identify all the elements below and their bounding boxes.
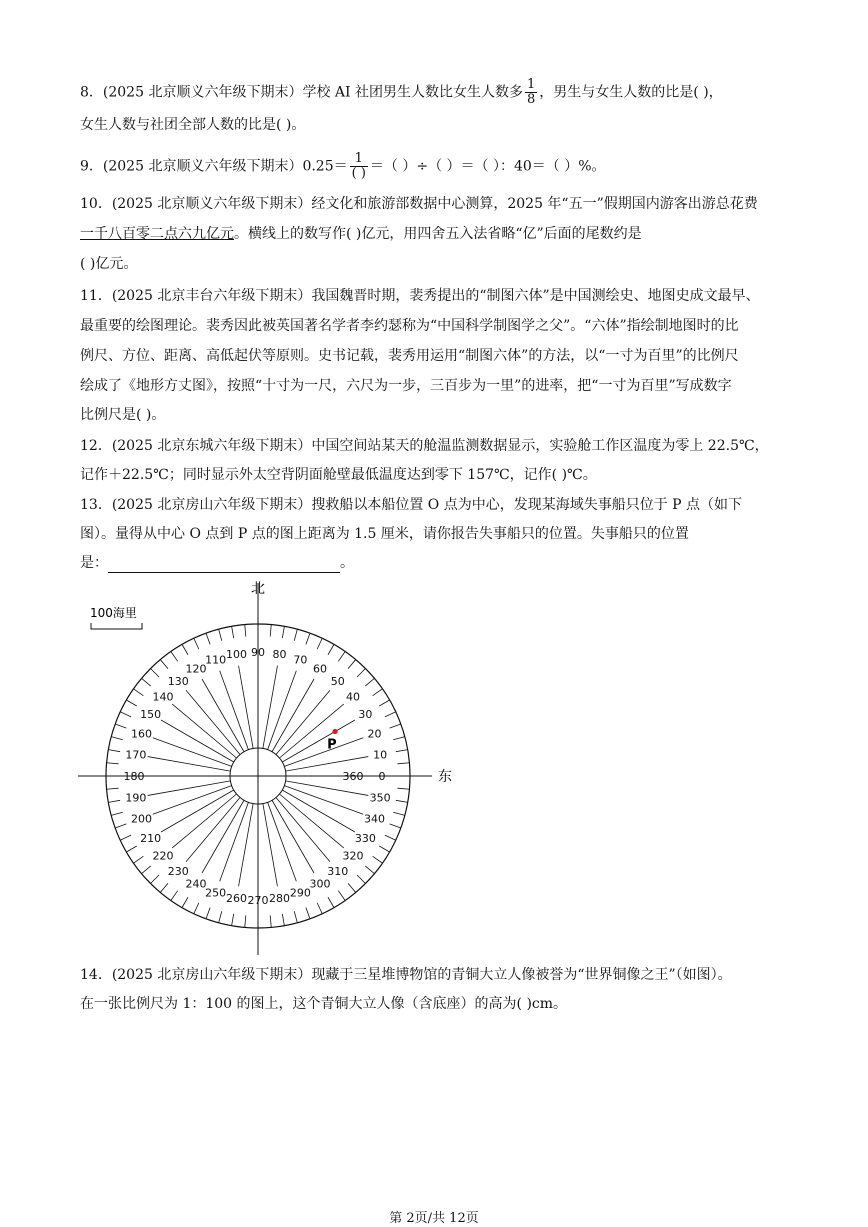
spoke-line	[220, 671, 249, 750]
rim-tick	[206, 908, 210, 919]
answer-prefix: 是：	[80, 555, 108, 571]
underlined-number-words: 一千八百零二点六九亿元	[80, 226, 234, 242]
degree-label: 40	[345, 690, 360, 704]
fraction-blank	[350, 152, 368, 181]
rim-tick	[365, 678, 374, 686]
degree-label: 70	[293, 653, 308, 667]
rim-tick	[396, 800, 408, 802]
rim-tick	[390, 824, 401, 828]
question-10-line-1: 10．(2025 北京顺义六年级下期末）经文化和旅游部数据中心测算，2025 年“五一”假期国内游客出游总花费	[80, 196, 758, 212]
spoke-line	[268, 671, 297, 750]
tick-mark	[357, 669, 365, 677]
degree-label: 170	[125, 748, 147, 762]
polar-bearing-diagram	[70, 575, 470, 960]
spoke-line	[284, 786, 363, 815]
tick-mark	[111, 812, 123, 815]
rim-tick	[328, 897, 334, 907]
fraction-denominator: ( )	[351, 166, 366, 181]
tick-mark	[120, 712, 131, 717]
tick-mark	[294, 629, 297, 641]
rim-tick	[365, 866, 374, 874]
tick-mark	[317, 903, 322, 914]
answer-suffix: 。	[340, 555, 354, 571]
spoke-line	[161, 720, 234, 762]
degree-label: 250	[205, 886, 227, 900]
spoke-line	[161, 790, 234, 832]
tick-mark	[171, 651, 178, 661]
degree-label: 310	[327, 864, 349, 878]
question-11-line-5: 比例尺是( )。	[80, 407, 166, 423]
spoke-line	[284, 738, 363, 767]
question-11-line-4: 绘成了《地形方丈图》，按照“十寸为一尺，六尺为一步，三百步为一里”的进率，把“一寸为百里”写成数字	[80, 378, 732, 394]
degree-label: 30	[358, 708, 373, 721]
spoke-line	[153, 738, 232, 767]
question-14-line-2: 在一张比例尺为 1：100 的图上，这个青铜大立人像（含底座）的高为( )cm。	[80, 996, 568, 1012]
rim-tick	[108, 750, 120, 752]
point-p-label: P	[327, 737, 337, 753]
rim-tick	[348, 883, 356, 892]
degree-label: 0	[378, 770, 386, 783]
spoke-line	[239, 804, 254, 887]
degree-label: 230	[167, 864, 189, 878]
question-10-text: 。横线上的数写作( )亿元，用四舍五入法省略“亿”后面的尾数约是	[234, 226, 642, 242]
rim-tick	[396, 750, 408, 752]
rim-tick	[126, 700, 136, 706]
spoke-line	[148, 757, 231, 772]
degree-label: 240	[185, 877, 207, 891]
tick-mark	[270, 915, 271, 927]
question-12-line-2: 记作＋22.5℃；同时显示外太空背阴面舱壁最低温度达到零下 157℃，记作( )℃。	[80, 467, 597, 483]
degree-label: 100	[225, 647, 247, 661]
degree-label: 330	[354, 832, 376, 845]
scale-label: 100海里	[90, 606, 137, 620]
tick-mark	[270, 625, 271, 637]
spoke-line	[286, 781, 369, 796]
spoke-line	[153, 786, 232, 815]
tick-mark	[397, 788, 409, 789]
question-13-line-2: 图）。量得从中心 O 点到 P 点的图上距离为 1.5 厘米，请你报告失事船只的位置。失事船只的位置	[80, 526, 689, 542]
rim-tick	[328, 644, 334, 654]
degree-label: 180	[123, 770, 145, 783]
tick-mark	[111, 737, 123, 740]
degree-label: 120	[185, 662, 207, 676]
rim-tick	[379, 700, 389, 706]
degree-label: 90	[251, 646, 265, 659]
rim-tick	[282, 626, 284, 638]
question-10-line-2	[80, 224, 642, 244]
rim-tick	[142, 866, 151, 874]
tick-mark	[317, 638, 322, 649]
tick-mark	[393, 812, 405, 815]
rim-tick	[232, 626, 234, 638]
question-13-line-3	[80, 553, 354, 573]
question-8-text-tail: ，男生与女生人数的比是( )，	[539, 84, 723, 101]
spoke-line	[202, 800, 244, 873]
degree-label: 340	[364, 812, 386, 826]
rim-tick	[306, 908, 310, 919]
question-9-text: 9．(2025 北京顺义六年级下期末）0.25＝	[80, 158, 348, 175]
question-11-line-1: 11．(2025 北京丰台六年级下期末）我国魏晋时期，裴秀提出的“制图六体”是中国测绘史、地图史成文最早、	[80, 288, 760, 304]
rim-tick	[160, 883, 168, 892]
degree-label-360: 360	[342, 770, 364, 783]
spoke-line	[263, 666, 278, 749]
degree-label: 80	[272, 647, 287, 661]
fraction-one-eighth	[525, 78, 537, 107]
tick-mark	[393, 737, 405, 740]
rim-tick	[232, 914, 234, 926]
fraction-numerator: 1	[350, 152, 368, 167]
rim-tick	[348, 660, 356, 669]
tick-mark	[294, 911, 297, 923]
rim-tick	[115, 724, 126, 728]
question-8-line-2: 女生人数与社团全部人数的比是( )。	[80, 117, 306, 133]
question-9-text-tail: ＝（ ）÷（ ）＝（ ）：40＝（ ）%。	[369, 158, 606, 175]
rim-tick	[206, 633, 210, 644]
degree-label: 220	[152, 849, 174, 863]
tick-mark	[194, 903, 199, 914]
tick-mark	[338, 891, 345, 901]
spoke-line	[268, 802, 297, 881]
degree-label: 320	[342, 849, 364, 863]
rim-tick	[142, 678, 151, 686]
spoke-line	[272, 800, 314, 873]
fraction-numerator: 1	[527, 77, 536, 92]
degree-label: 10	[373, 748, 388, 762]
degree-label: 300	[309, 877, 331, 891]
spoke-line	[282, 790, 355, 832]
degree-label: 190	[125, 791, 147, 805]
spoke-line	[263, 804, 278, 887]
question-13-line-1: 13．(2025 北京房山六年级下期末）搜救船以本船位置 O 点为中心，发现某海域失事船只位于 P 点（如下	[80, 497, 743, 513]
degree-label: 20	[367, 727, 382, 741]
degree-label: 160	[130, 727, 152, 741]
degree-label: 140	[152, 690, 174, 704]
point-p-marker	[332, 729, 337, 734]
degree-label: 50	[330, 675, 345, 689]
rim-tick	[126, 846, 136, 852]
rim-tick	[182, 897, 188, 907]
spoke-line	[282, 720, 355, 762]
tick-mark	[373, 689, 383, 696]
spoke-line	[239, 666, 254, 749]
question-12-line-1: 12．(2025 北京东城六年级下期末）中国空间站某天的舱温监测数据显示，实验舱工作区温度为零上 22.5℃，	[80, 438, 769, 454]
degree-label: 350	[369, 791, 391, 805]
rim-tick	[115, 824, 126, 828]
tick-mark	[338, 651, 345, 661]
tick-mark	[133, 689, 143, 696]
question-11-line-3: 例尺、方位、距离、高低起伏等原则。史书记载，裴秀用运用“制图六体”的方法，以“一寸为百里”的比例尺	[80, 348, 739, 364]
question-8-text: 8．(2025 北京顺义六年级下期末）学校 AI 社团男生人数比女生人数多	[80, 84, 523, 101]
tick-mark	[397, 763, 409, 764]
degree-label: 270	[247, 894, 269, 907]
tick-mark	[151, 669, 159, 677]
tick-mark	[373, 856, 383, 863]
north-label: 北	[251, 581, 265, 597]
spoke-line	[272, 679, 314, 752]
tick-mark	[133, 856, 143, 863]
page-footer: 第 2页/共 12页	[389, 1211, 479, 1226]
east-label: 东	[438, 769, 452, 785]
tick-mark	[120, 835, 131, 840]
question-9	[80, 152, 606, 181]
tick-mark	[385, 835, 396, 840]
spoke-line	[220, 802, 249, 881]
rim-tick	[379, 846, 389, 852]
degree-label: 260	[225, 892, 247, 906]
degree-label: 60	[313, 662, 327, 676]
rim-tick	[182, 644, 188, 654]
degree-label: 150	[140, 708, 162, 721]
tick-mark	[357, 875, 365, 883]
tick-mark	[171, 891, 178, 901]
spoke-line	[148, 781, 231, 796]
rim-tick	[306, 633, 310, 644]
question-11-line-2: 最重要的绘图理论。裴秀因此被英国著名学者李约瑟称为“中国科学制图学之父”。“六体”指绘制地图时的比	[80, 318, 739, 334]
answer-blank-line[interactable]	[108, 558, 340, 573]
spoke-line	[286, 757, 369, 772]
scale-bar	[91, 623, 142, 629]
tick-mark	[107, 763, 119, 764]
tick-mark	[151, 875, 159, 883]
rim-tick	[160, 660, 168, 669]
degree-label: 110	[205, 653, 227, 667]
degree-label: 280	[269, 892, 291, 906]
fraction-denominator: 8	[527, 92, 536, 107]
question-8-line-1	[80, 78, 723, 107]
tick-mark	[245, 625, 246, 637]
question-10-line-3: ( )亿元。	[80, 256, 138, 272]
degree-label: 130	[167, 675, 189, 689]
rim-tick	[282, 914, 284, 926]
rim-tick	[108, 800, 120, 802]
tick-mark	[219, 629, 222, 641]
question-14-line-1: 14．(2025 北京房山六年级下期末）现藏于三星堆博物馆的青铜大立人像被誉为“世界铜像之王”（如图）。	[80, 967, 732, 983]
tick-mark	[219, 911, 222, 923]
degree-label: 200	[130, 812, 152, 826]
spoke-line	[202, 679, 244, 752]
degree-label: 210	[140, 832, 162, 845]
tick-mark	[245, 915, 246, 927]
degree-label: 290	[289, 886, 311, 900]
tick-mark	[107, 788, 119, 789]
tick-mark	[194, 638, 199, 649]
rim-tick	[390, 724, 401, 728]
tick-mark	[385, 712, 396, 717]
